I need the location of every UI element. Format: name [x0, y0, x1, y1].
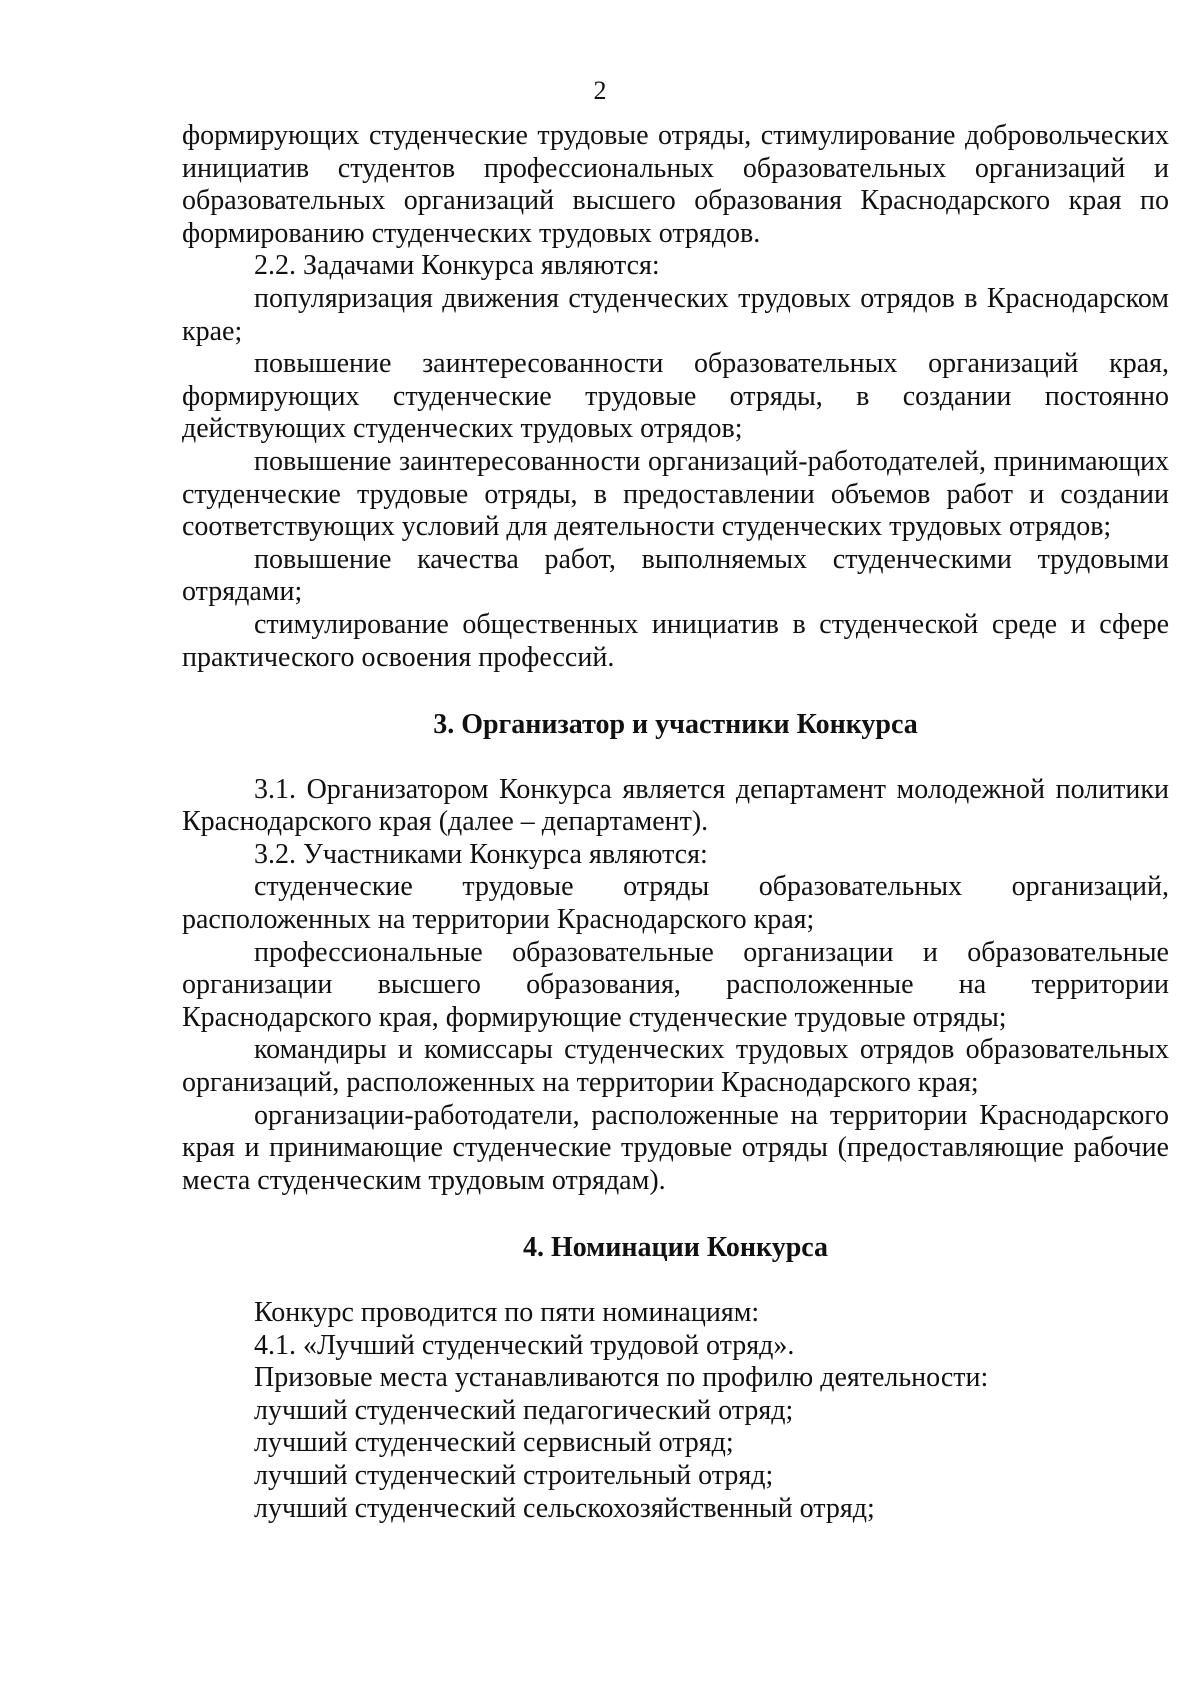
prize-item: лучший студенческий педагогический отряд;	[254, 1394, 794, 1426]
task-item: повышение заинтересованности образовательных организаций края, формирующих студенческие трудовые отряды, в создании постоянно действующих студенческих трудовых отрядов;	[182, 348, 1169, 445]
prize-item: лучший студенческий строительный отряд;	[254, 1459, 774, 1491]
task-item: повышение качества работ, выполняемых студенческими трудовыми отрядами;	[182, 543, 1169, 608]
document-body	[182, 120, 1169, 1525]
nomination-item: 4.1. «Лучший студенческий трудовой отряд».	[254, 1329, 795, 1361]
section3-organizer: 3.1. Организатором Конкурса является департамент молодежной политики Краснодарского края (далее – департамент).	[182, 773, 1169, 838]
prizes-intro: Призовые места устанавливаются по профилю деятельности:	[254, 1362, 989, 1394]
task-item: стимулирование общественных инициатив в студенческой среде и сфере практического освоения профессий.	[182, 608, 1169, 673]
participant-item: профессиональные образовательные организации и образовательные организации высшего образования, расположенные на территории Краснодарского края, формирующие студенческие трудовые отряды;	[182, 936, 1169, 1033]
section2-continuation: формирующих студенческие трудовые отряды, стимулирование добровольческих инициатив студентов профессиональных образовательных организаций и образовательных организаций высшего образования Краснодарского края по формированию студенческих трудовых отрядов.	[182, 120, 1169, 249]
page-number: 2	[593, 76, 607, 105]
task-item: популяризация движения студенческих трудовых отрядов в Краснодарском крае;	[182, 282, 1169, 347]
prize-item: лучший студенческий сельскохозяйственный отряд;	[254, 1492, 875, 1524]
section4-intro: Конкурс проводится по пяти номинациям:	[254, 1297, 760, 1328]
prize-item: лучший студенческий сервисный отряд;	[254, 1427, 734, 1459]
participant-item: студенческие трудовые отряды образовательных организаций, расположенных на территории Краснодарского края;	[182, 871, 1169, 936]
participant-item: организации-работодатели, расположенные на территории Краснодарского края и принимающие студенческие трудовые отряды (предоставляющие рабочие места студенческим трудовым отрядам).	[182, 1099, 1169, 1196]
section2-tasks-intro: 2.2. Задачами Конкурса являются:	[254, 250, 660, 282]
task-item: повышение заинтересованности организаций-работодателей, принимающих студенческие трудовые отряды, в предоставлении объемов работ и создании соответствующих условий для деятельности студенческих трудовых отрядов;	[182, 445, 1169, 543]
participant-item: командиры и комиссары студенческих трудовых отрядов образовательных организаций, расположенных на территории Краснодарского края;	[182, 1034, 1169, 1099]
section3-participants-intro: 3.2. Участниками Конкурса являются:	[254, 838, 708, 870]
section3-heading: 3. Организатор и участники Конкурса	[433, 709, 918, 741]
section4-heading: 4. Номинации Конкурса	[522, 1232, 829, 1264]
